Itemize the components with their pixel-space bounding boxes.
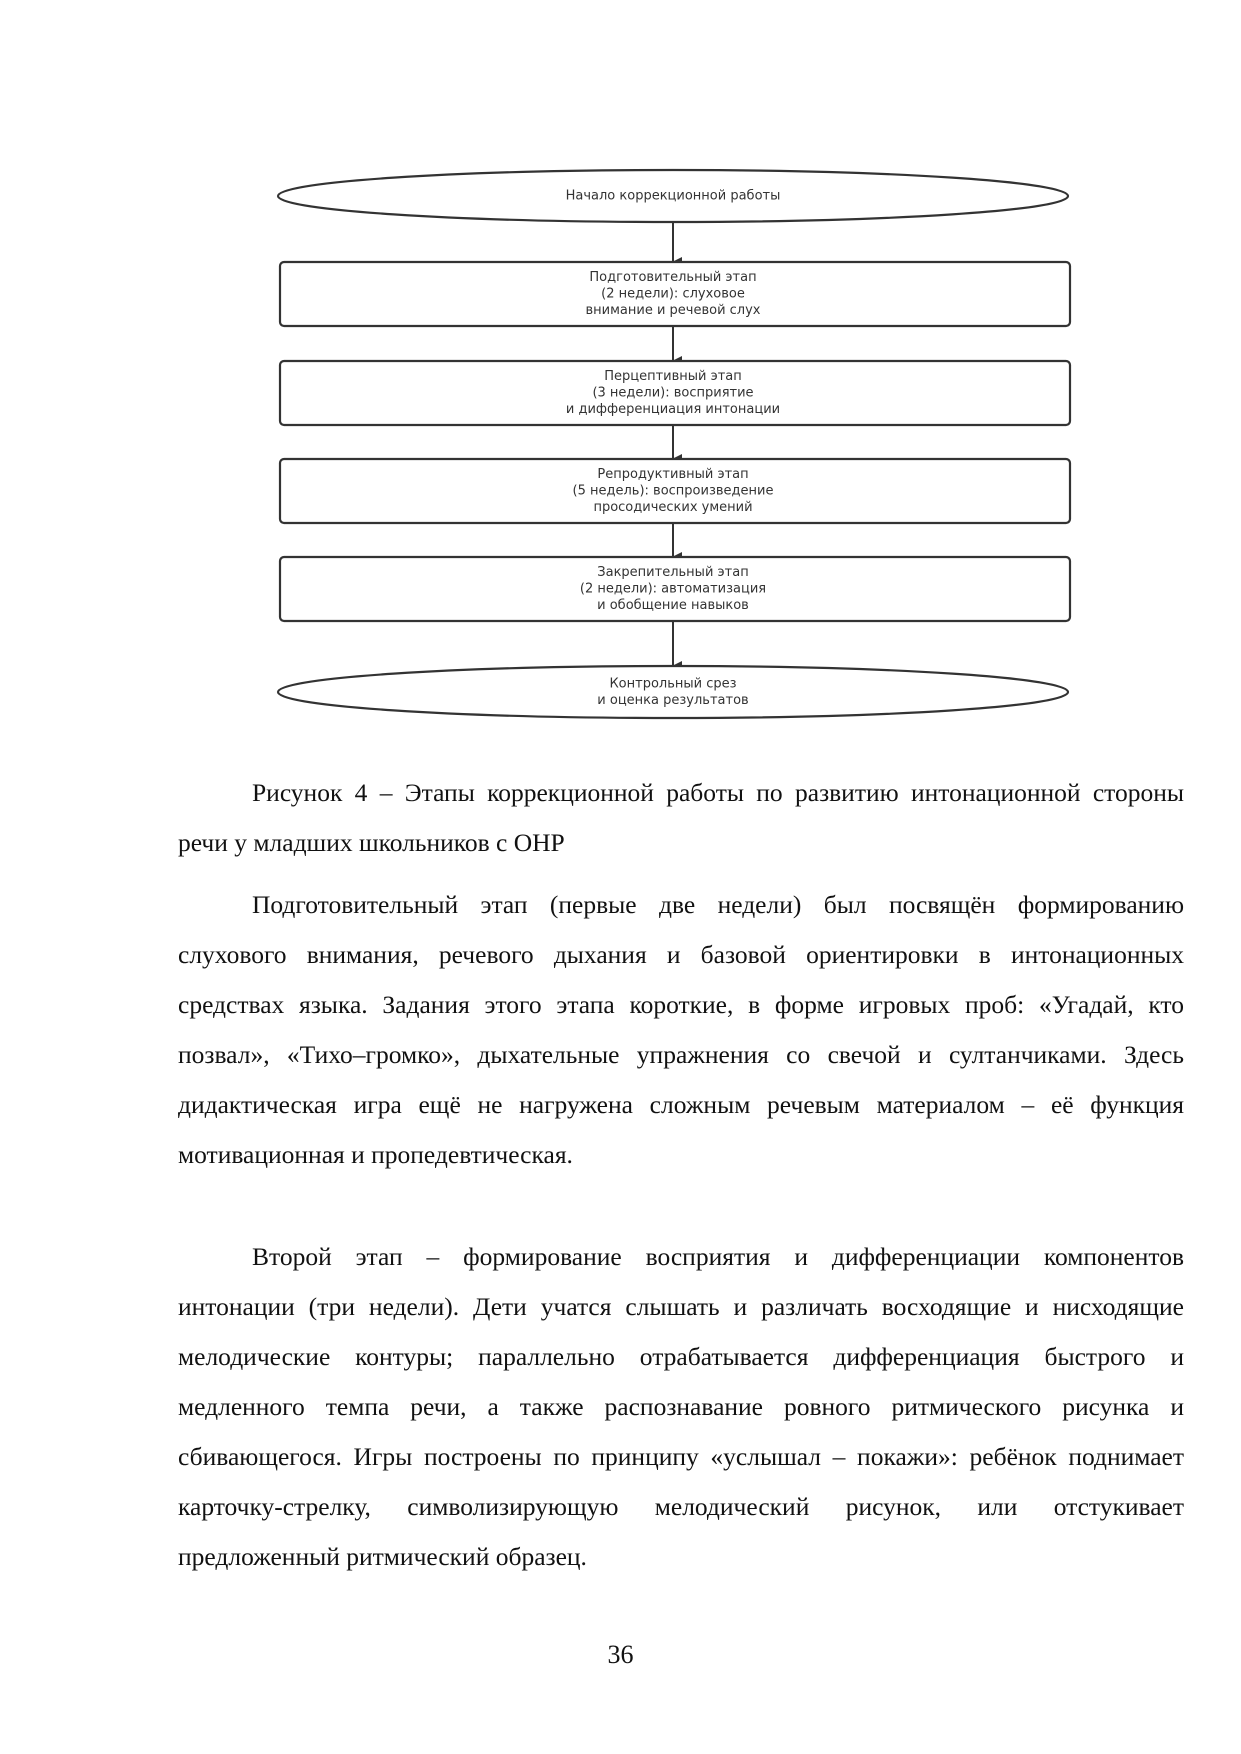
flowchart-node-label: Перцептивный этап	[604, 369, 742, 384]
flowchart-node-label: Контрольный срез	[609, 676, 737, 692]
paragraph-2	[178, 1232, 1184, 1582]
paragraph-1	[178, 880, 1184, 1180]
flowchart-node-4	[280, 459, 1070, 523]
flowchart-node-5	[280, 557, 1070, 621]
flowchart-node-1	[278, 170, 1068, 222]
flowchart-diagram	[0, 0, 1241, 760]
flowchart-node-label: просодических умений	[593, 500, 753, 515]
flowchart-node-label: и оценка результатов	[597, 692, 749, 708]
flowchart-node-label: Подготовительный этап	[589, 270, 757, 285]
flowchart-node-label: внимание и речевой слух	[585, 303, 761, 318]
flowchart-node-label: (5 недель): воспроизведение	[572, 483, 774, 499]
flowchart-node-label: (3 недели): восприятие	[592, 385, 754, 401]
figure-caption-text: Рисунок 4 – Этапы коррекционной работы по развитию интонационной стороны речи у младших школьников с ОНР	[178, 778, 1184, 857]
figure-caption	[178, 768, 1184, 868]
flowchart-node-6	[278, 666, 1068, 718]
flowchart-node-label: (2 недели): автоматизация	[579, 581, 767, 597]
flowchart-node-2	[280, 262, 1070, 326]
flowchart-node-label: Закрепительный этап	[597, 565, 749, 580]
flowchart-node-label: и обобщение навыков	[597, 598, 749, 613]
flowchart-node-label: (2 недели): слуховое	[601, 286, 745, 302]
page-number: 36	[607, 1640, 634, 1669]
flowchart-node-label: Начало коррекционной работы	[565, 188, 781, 204]
paragraph-1-text: Подготовительный этап (первые две недели) был посвящён формированию слухового внимания, речевого дыхания и базовой ориентировки в интонационных средствах языка. Задания этого этапа короткие, в форме игровых проб: «Угадай, кто позвал», «Тихо–громко», дыхательные упражнения со свечой и султанчиками. Здесь дидактическая игра ещё не нагружена сложным речевым материалом – её функция мотивационная и пропедевтическая.	[178, 890, 1184, 1169]
paragraph-2-text: Второй этап – формирование восприятия и дифференциации компонентов интонации (три недели). Дети учатся слышать и различать восходящие и нисходящие мелодические контуры; параллельно отрабатывается дифференциация быстрого и медленного темпа речи, а также распознавание ровного ритмического рисунка и сбивающегося. Игры построены по принципу «услышал – покажи»: ребёнок поднимает карточку-стрелку, символизирующую мелодический рисунок, или отстукивает предложенный ритмический образец.	[178, 1242, 1184, 1571]
flowchart-node-label: и дифференциация интонации	[565, 402, 781, 417]
flowchart-node-label: Репродуктивный этап	[597, 467, 749, 482]
flowchart-node-3	[280, 361, 1070, 425]
